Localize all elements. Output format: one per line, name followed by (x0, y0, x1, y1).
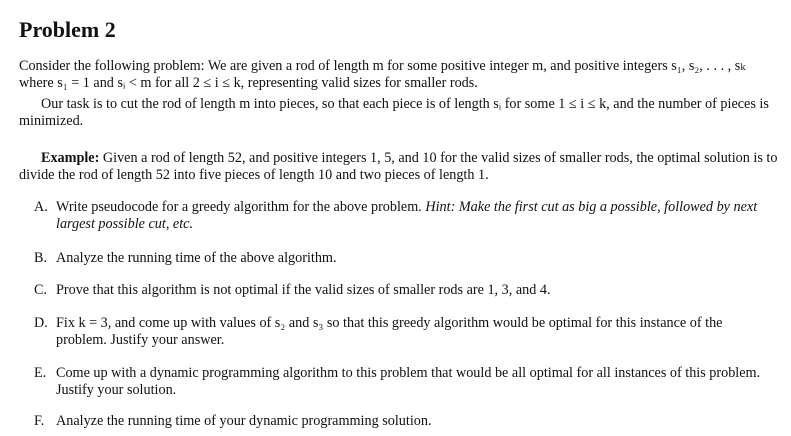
question-letter: B. (34, 250, 48, 266)
question-item-c (34, 282, 774, 299)
question-letter: A. (34, 199, 48, 215)
question-text: Analyze the running time of your dynamic programming solution. (56, 413, 432, 429)
question-letter: D. (34, 315, 48, 331)
question-list (34, 199, 774, 430)
question-text: Write pseudocode for a greedy algorithm for the above problem. (56, 199, 426, 215)
question-letter: F. (34, 413, 45, 429)
question-text: Fix k = 3, and come up with values of s₂ and s₃ so that this greedy algorithm would be optimal for this instance of the problem. Justify your answer. (56, 315, 723, 348)
example-text: Given a rod of length 52, and positive integers 1, 5, and 10 for the valid sizes of smaller rods, the optimal solution is to divide the rod of length 52 into five pieces of length 10 and two pieces of length 1. (19, 150, 778, 183)
question-item-f (34, 413, 774, 430)
question-hint: Hint: Make the first cut as big a possible, followed by next largest possible cut, etc. (56, 199, 758, 232)
question-item-d (34, 315, 774, 349)
question-item-a (34, 199, 774, 233)
question-text: Prove that this algorithm is not optimal if the valid sizes of smaller rods are 1, 3, and 4. (56, 282, 551, 298)
example-paragraph (19, 150, 779, 184)
question-text: Come up with a dynamic programming algorithm to this problem that would be all optimal for all instances of this problem. Justify your solution. (56, 365, 761, 398)
task-paragraph (19, 96, 779, 130)
question-letter: E. (34, 365, 47, 381)
question-letter: C. (34, 282, 48, 298)
example-label: Example: (41, 150, 100, 166)
task-text: Our task is to cut the rod of length m into pieces, so that each piece is of length sᵢ for some 1 ≤ i ≤ k, and the number of pieces is minimized. (19, 96, 769, 129)
question-item-b (34, 250, 774, 267)
problem-title: Problem 2 (19, 17, 116, 42)
question-text: Analyze the running time of the above algorithm. (56, 250, 337, 266)
intro-paragraph: Consider the following problem: We are given a rod of length m for some positive integer m, and positive integers s₁, s₂, . . . , sₖ where s₁ = 1 and sᵢ < m for all 2 ≤ i ≤ k, representing valid sizes for smaller rods. (19, 58, 746, 91)
question-item-e (34, 365, 774, 399)
